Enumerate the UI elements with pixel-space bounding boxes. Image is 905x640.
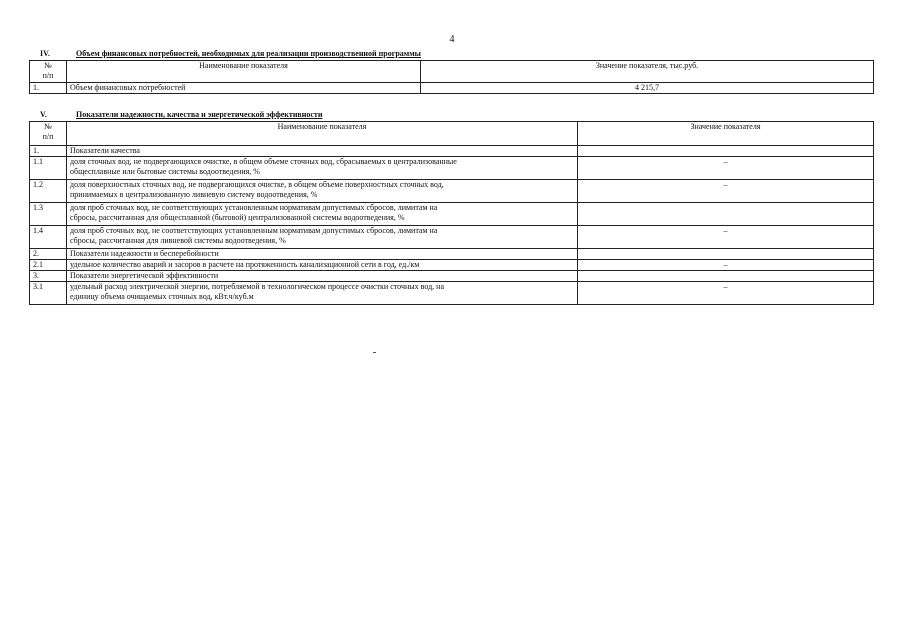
section-4-heading xyxy=(40,49,540,59)
financial-needs-table xyxy=(29,60,874,94)
row-number: 1.4 xyxy=(30,226,67,249)
column-header-value: Значение показателя, тыс.руб. xyxy=(421,61,874,83)
row-value xyxy=(578,271,874,282)
column-header-number xyxy=(30,61,67,83)
column-header-number-line2: п/п xyxy=(42,71,54,80)
column-header-name: Наименование показателя xyxy=(67,61,421,83)
row-name xyxy=(67,180,578,203)
row-number: 1.3 xyxy=(30,203,67,226)
row-value: – xyxy=(578,180,874,203)
row-name xyxy=(67,157,578,180)
row-number: 1. xyxy=(30,83,67,94)
row-value: – xyxy=(578,282,874,305)
row-name-line2: принимаемых в централизованную ливневую систему водоотведения, % xyxy=(70,190,318,199)
reliability-quality-table xyxy=(29,121,874,305)
table-row xyxy=(30,83,874,94)
row-name-line1: Показатели энергетической эффективности xyxy=(70,271,219,280)
row-value xyxy=(578,249,874,260)
section-5-heading xyxy=(40,110,540,120)
table-row xyxy=(30,282,874,305)
page-number: 4 xyxy=(449,34,455,45)
table-header-row xyxy=(30,122,874,146)
row-number: 1.2 xyxy=(30,180,67,203)
row-name-line1: доля сточных вод, не подвергающихся очистке, в общем объеме сточных вод, сбрасываемых в централизованные xyxy=(70,157,457,166)
column-header-name: Наименование показателя xyxy=(67,122,578,146)
table-header-row xyxy=(30,61,874,83)
row-name-line2: единицу объема очищаемых сточных вод, кВт.ч/куб.м xyxy=(70,292,254,301)
row-number: 1. xyxy=(30,146,67,157)
table-row xyxy=(30,271,874,282)
column-header-value: Значение показателя xyxy=(578,122,874,146)
row-name: Объем финансовых потребностей xyxy=(67,83,421,94)
section-5-title: Показатели надежности, качества и энергетической эффективности xyxy=(76,110,323,119)
row-name-line1: удельный расход электрической энергии, потребляемой в технологическом процессе очистки сточных вод, на xyxy=(70,282,445,291)
row-name xyxy=(67,146,578,157)
row-value xyxy=(578,146,874,157)
row-number: 1.1 xyxy=(30,157,67,180)
column-header-number-line2: п/п xyxy=(42,132,54,141)
section-4-title: Объем финансовых потребностей, необходимых для реализации производственной программы xyxy=(76,49,421,58)
row-name-line2: сбросы, рассчитанная для общесплавной (бытовой) централизованной системы водоотведения, % xyxy=(70,213,405,222)
row-value: – xyxy=(578,157,874,180)
row-name xyxy=(67,282,578,305)
row-name-line2: общесплавные или бытовые системы водоотведения, % xyxy=(70,167,260,176)
table-row xyxy=(30,249,874,260)
row-name-line1: доля поверхностных сточных вод, не подвергающихся очистке, в общем объеме поверхностных сточных вод, xyxy=(70,180,444,189)
row-value: – xyxy=(578,226,874,249)
row-name xyxy=(67,260,578,271)
row-name-line1: доля проб сточных вод, не соответствующих установленным нормативам допустимых сбросов, лимитам на xyxy=(70,226,438,235)
row-name xyxy=(67,226,578,249)
row-name-line1: Показатели качества xyxy=(70,146,140,155)
row-number: 2. xyxy=(30,249,67,260)
row-number: 3.1 xyxy=(30,282,67,305)
table-row xyxy=(30,146,874,157)
row-name-line1: удельное количество аварий и засоров в расчете на протяженность канализационной сети в год, ед./км xyxy=(70,260,420,269)
section-5-roman: V. xyxy=(40,110,47,119)
table-row xyxy=(30,203,874,226)
row-name xyxy=(67,271,578,282)
row-value: 4 215,7 xyxy=(421,83,874,94)
scan-speck xyxy=(373,352,376,353)
section-4-roman: IV. xyxy=(40,49,50,58)
row-name-line1: Показатели надежности и бесперебойности xyxy=(70,249,219,258)
row-value xyxy=(578,203,874,226)
table-row xyxy=(30,157,874,180)
row-number: 2.1 xyxy=(30,260,67,271)
column-header-number xyxy=(30,122,67,146)
table-row xyxy=(30,180,874,203)
table-row xyxy=(30,226,874,249)
column-header-number-line1: № xyxy=(44,122,52,131)
row-name-line1: доля проб сточных вод, не соответствующих установленным нормативам допустимых сбросов, лимитам на xyxy=(70,203,438,212)
column-header-number-line1: № xyxy=(44,61,52,70)
row-name xyxy=(67,203,578,226)
row-name xyxy=(67,249,578,260)
row-name-line2: сбросы, рассчитанная для ливневой системы водоотведения, % xyxy=(70,236,286,245)
table-row xyxy=(30,260,874,271)
row-value: – xyxy=(578,260,874,271)
row-number: 3. xyxy=(30,271,67,282)
